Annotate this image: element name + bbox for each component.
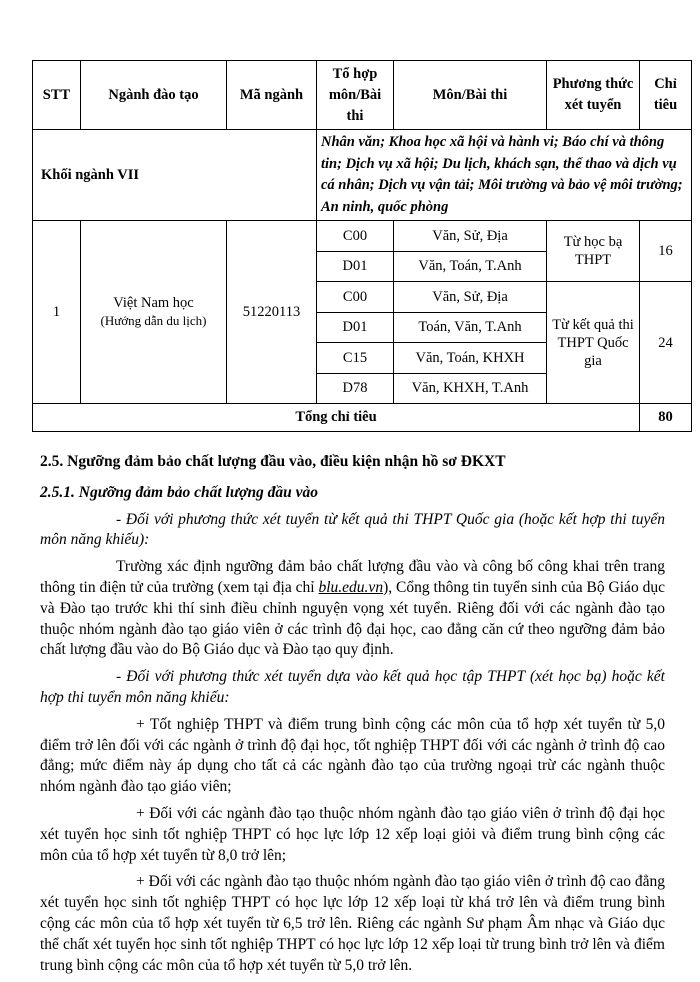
group-description: Nhân văn; Khoa học xã hội và hành vi; Báo chí và thông tin; Dịch vụ xã hội; Du lịch, khách sạn, thể thao và dịch vụ cá nhân; Dịch vụ vận tải; Môi trường và bảo vệ môi trường; An ninh, quốc phòng	[317, 130, 692, 221]
paragraph-exam-method: - Đối với phương thức xét tuyển từ kết quả thi THPT Quốc gia (hoặc kết hợp thi tuyển môn năng khiếu):	[40, 510, 665, 549]
paragraph-criterion-3: + Đối với các ngành đào tạo thuộc nhóm ngành đào tạo giáo viên ở trình độ cao đẳng xét tuyển học sinh tốt nghiệp THPT có học lực lớp 12 xếp loại từ khá trở lên và điểm trung bình cộng các môn của tổ hợp xét tuyển từ 6,5 trở lên. Riêng các ngành Sư phạm Âm nhạc và Giáo dục thể chất xét tuyển học sinh tốt nghiệp THPT có học lực lớp 12 xếp loại từ trung bình trở lên và điểm trung bình cộng các môn của tổ hợp xét tuyển từ 5,0 trở lên.	[40, 873, 665, 974]
method-label: Từ kết quả thi THPT Quốc gia	[547, 282, 640, 404]
combo-subjects: Văn, Toán, T.Anh	[394, 251, 547, 282]
method-label: Từ học bạ THPT	[547, 221, 640, 282]
combo-subjects: Văn, KHXH, T.Anh	[394, 373, 547, 404]
combo-code: C15	[317, 343, 394, 374]
header-subjects: Môn/Bài thi	[394, 61, 547, 130]
total-value: 80	[640, 404, 692, 432]
header-combo: Tổ hợp môn/Bài thi	[317, 61, 394, 130]
threshold-text-start: Trường xác định ngưỡng đảm bảo chất lượng đầu vào và công bố công khai trên trang thông tin điện tử của trường (xem tại địa chỉ	[40, 558, 665, 596]
combo-code: D78	[317, 373, 394, 404]
header-code: Mã ngành	[227, 61, 317, 130]
section-heading: 2.5. Ngưỡng đảm bảo chất lượng đầu vào, điều kiện nhận hồ sơ ĐKXT	[40, 453, 506, 470]
major-name: Việt Nam học	[113, 295, 194, 311]
combo-code: C00	[317, 221, 394, 252]
header-stt: STT	[33, 61, 81, 130]
header-method: Phương thức xét tuyển	[547, 61, 640, 130]
table-row	[33, 221, 692, 252]
paragraph-criterion-1: + Tốt nghiệp THPT và điểm trung bình cộng các môn của tổ hợp xét tuyển từ 5,0 điểm trở lên đối với các ngành ở trình độ đại học, tốt nghiệp THPT đối với các ngành ở trình độ cao đẳng; mức điểm này áp dụng cho tất cả các ngành đào tạo của trường ngoại trừ các ngành thuộc nhóm ngành đào tạo giáo viên;	[40, 715, 665, 796]
combo-subjects: Văn, Sử, Địa	[394, 221, 547, 252]
admission-table	[32, 60, 692, 432]
method-quota: 16	[640, 221, 692, 282]
paragraph-threshold	[40, 557, 665, 661]
major-sub: (Hướng dẫn du lịch)	[100, 313, 207, 328]
combo-subjects: Toán, Văn, T.Anh	[394, 312, 547, 343]
total-label: Tổng chỉ tiêu	[33, 404, 640, 432]
header-major: Ngành đào tạo	[81, 61, 227, 130]
group-row	[33, 130, 692, 221]
row-stt: 1	[33, 221, 81, 404]
paragraph-criterion-2: + Đối với các ngành đào tạo thuộc nhóm ngành đào tạo giáo viên ở trình độ đại học xét tuyển học sinh tốt nghiệp THPT có học lực lớp 12 xếp loại giỏi và điểm trung bình cộng các môn của tổ hợp xét tuyển từ 8,0 trở lên;	[40, 804, 665, 864]
combo-code: C00	[317, 282, 394, 313]
combo-code: D01	[317, 312, 394, 343]
row-code: 51220113	[227, 221, 317, 404]
section-body	[40, 452, 665, 982]
header-quota: Chỉ tiêu	[640, 61, 692, 130]
combo-subjects: Văn, Toán, KHXH	[394, 343, 547, 374]
total-row	[33, 404, 692, 432]
combo-code: D01	[317, 251, 394, 282]
section-subheading: 2.5.1. Ngưỡng đảm bảo chất lượng đầu vào	[40, 483, 319, 501]
combo-subjects: Văn, Sử, Địa	[394, 282, 547, 313]
method-quota: 24	[640, 282, 692, 404]
paragraph-transcript-method: - Đối với phương thức xét tuyển dựa vào kết quả học tập THPT (xét học bạ) hoặc kết hợp thi tuyển môn năng khiếu:	[40, 668, 665, 706]
group-label: Khối ngành VII	[33, 130, 317, 221]
table-header-row	[33, 61, 692, 130]
threshold-text-end: ), Cổng thông tin tuyển sinh của Bộ Giáo dục và Đào tạo trước khi thí sinh điều chỉnh nguyện vọng xét tuyển. Riêng đối với các ngành đào tạo thuộc nhóm ngành đào tạo giáo viên ở các trình độ đại học, cao đẳng căn cứ theo ngưỡng đảm bảo chất lượng đầu vào do Bộ Giáo dục và Đào tạo quy định.	[40, 578, 665, 659]
website-link[interactable]: blu.edu.vn	[318, 578, 384, 596]
row-major	[81, 221, 227, 404]
